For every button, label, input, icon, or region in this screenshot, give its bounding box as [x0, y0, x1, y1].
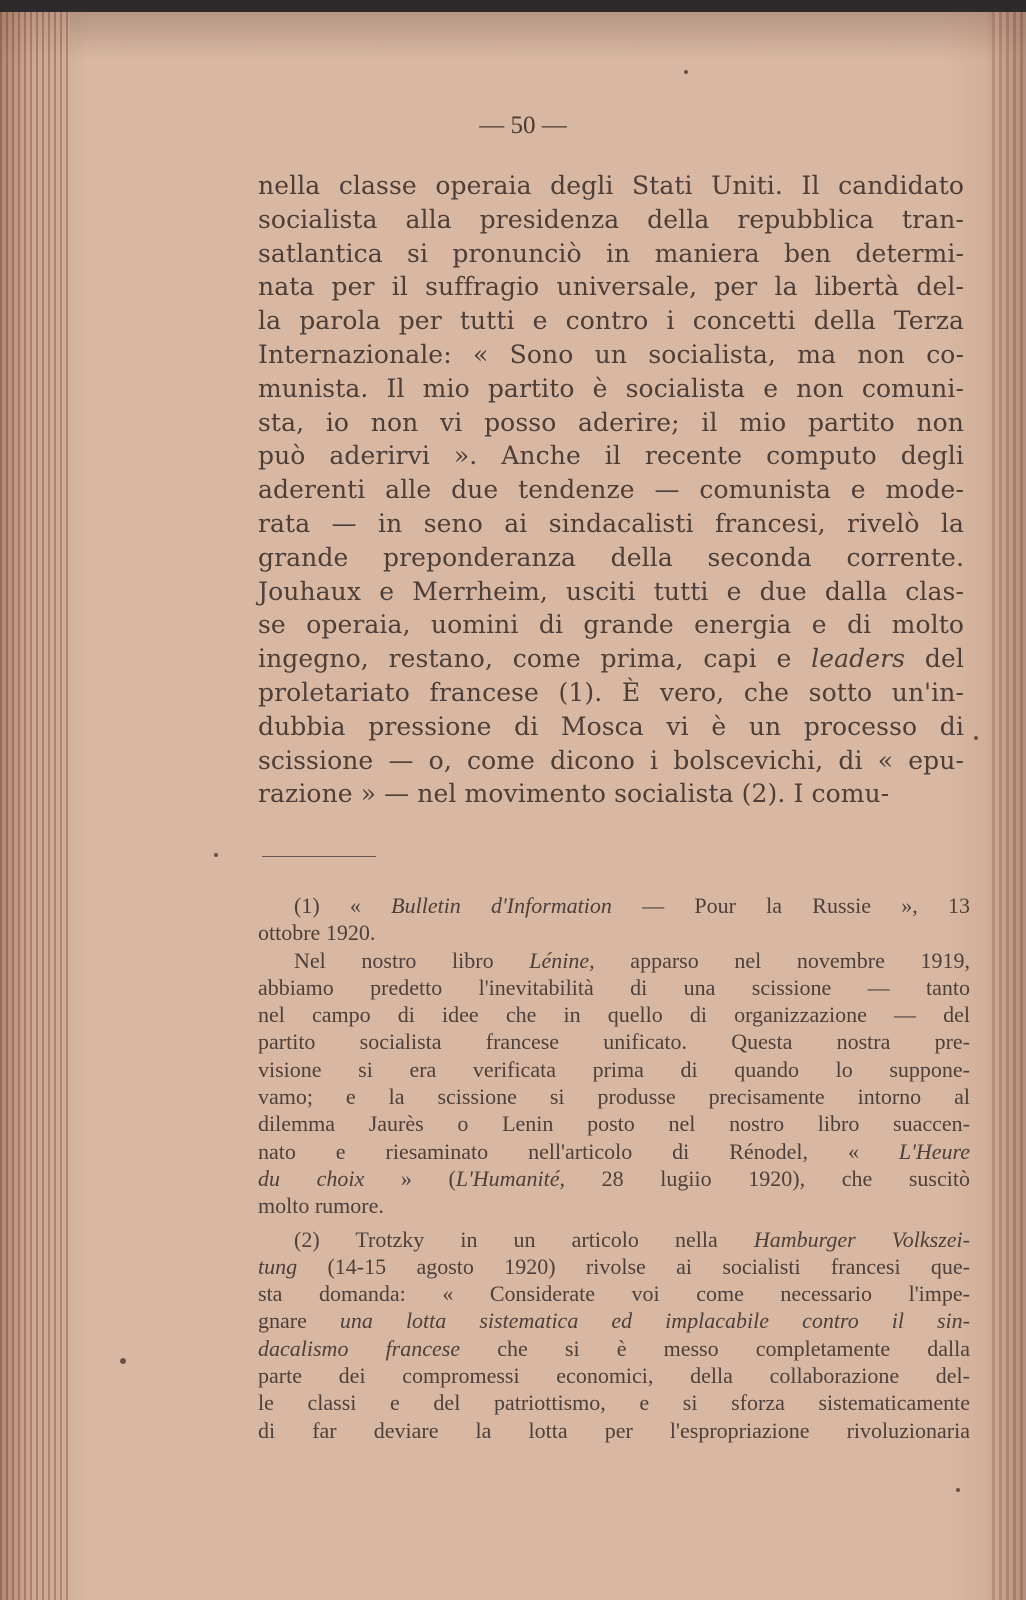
body-line: munista. Il mio partito è socialista e non comuni-	[258, 373, 964, 403]
footnote-2	[258, 1226, 970, 1444]
footnote-1	[258, 892, 970, 1220]
italic-title: L'Humanité,	[455, 1165, 566, 1191]
footnote-line: parte dei compromessi economici, della collaborazione del-	[258, 1363, 970, 1389]
body-line: Jouhaux e Merrheim, usciti tutti e due dalla clas-	[258, 576, 964, 606]
footnote-line	[258, 1226, 970, 1253]
footnote-line	[258, 1165, 970, 1192]
footnote-line: molto rumore.	[258, 1193, 384, 1219]
footnote-line: ottobre 1920.	[258, 920, 376, 946]
body-line: satlantica si pronunciò in maniera ben determi-	[258, 238, 964, 268]
text-segment: (1) «	[294, 893, 392, 918]
italic-word-leaders: leaders	[811, 644, 906, 674]
italic-title: du choix	[258, 1165, 365, 1191]
text-segment: Nel nostro libro	[294, 947, 530, 973]
body-line: scissione — o, come dicono i bolscevichi, di « epu-	[258, 745, 964, 775]
body-line: proletariato francese (1). È vero, che sotto un'in-	[258, 677, 964, 707]
text-segment: apparso nel novembre 1919,	[594, 947, 970, 973]
body-line: aderenti alle due tendenze — comunista e mode-	[258, 475, 964, 505]
footnote-line: sta domanda: « Considerate voi come necessario l'impe-	[258, 1281, 970, 1307]
footnote-line	[258, 1138, 970, 1165]
italic-title: L'Heure	[898, 1138, 970, 1164]
body-text-segment: ingegno, restano, come prima, capi e	[258, 644, 812, 674]
paper-spot	[214, 853, 218, 857]
body-line: se operaia, uomini di grande energia e di molto	[258, 610, 964, 640]
page-edges-right	[992, 12, 1026, 1600]
paper-spot	[974, 736, 978, 740]
text-segment: — Pour la Russie », 13	[611, 893, 970, 918]
paper-spot	[120, 1358, 126, 1364]
footnote-line: dilemma Jaurès o Lenin posto nel nostro libro suaccen-	[258, 1111, 970, 1137]
footnote-line: le classi e del patriottismo, e si sforza sistematicamente	[258, 1390, 970, 1416]
footnote-separator	[262, 856, 376, 857]
footnote-line: partito socialista francese unificato. Questa nostra pre-	[258, 1029, 970, 1055]
body-line: rata — in seno ai sindacalisti francesi, rivelò la	[258, 508, 964, 538]
footnote-line	[258, 1307, 970, 1334]
book-cover-edge	[0, 0, 1026, 12]
page-edges-left	[0, 12, 70, 1600]
body-line: dubbia pressione di Mosca vi è un processo di	[258, 711, 964, 741]
body-text-segment: del	[905, 644, 964, 674]
italic-title: Hamburger Volkszei-	[753, 1226, 970, 1252]
text-segment: nato e riesaminato nell'articolo di Rénodel, «	[258, 1138, 899, 1164]
body-text	[258, 169, 964, 811]
footnote-line: di far deviare la lotta per l'espropriazione rivoluzionaria	[258, 1417, 970, 1443]
body-line: socialista alla presidenza della repubblica tran-	[258, 204, 964, 234]
text-segment: (14-15 agosto 1920) rivolse ai socialisti francesi que-	[297, 1253, 970, 1279]
body-line: nella classe operaia degli Stati Uniti. Il candidato	[258, 171, 964, 200]
body-line: può aderirvi ». Anche il recente computo degli	[258, 441, 964, 471]
footnote-line: vamo; e la scissione si produsse precisamente intorno al	[258, 1084, 970, 1110]
body-line: sta, io non vi posso aderire; il mio partito non	[258, 407, 964, 437]
footnote-line	[258, 947, 970, 974]
italic-emphasis: una lotta sistematica ed implacabile contro il sin-	[339, 1308, 970, 1334]
footnote-line: visione si era verificata prima di quando lo supponе-	[258, 1056, 970, 1082]
italic-title: Lénine,	[529, 947, 595, 973]
footnotes	[258, 892, 970, 1444]
italic-title: tung	[258, 1253, 298, 1279]
footnote-line: nel campo di idee che in quello di organizzazione — del	[258, 1002, 970, 1028]
footnote-line	[258, 1335, 970, 1362]
footnote-line	[258, 892, 970, 919]
text-segment: 28 lugiio 1920), che suscitò	[565, 1165, 970, 1191]
footnote-line	[258, 1253, 970, 1280]
italic-emphasis: dacalismo francese	[258, 1335, 461, 1361]
page-number: — 50 —	[479, 112, 567, 139]
italic-title: Bulletin d'Information	[391, 893, 612, 918]
text-segment: che si è messo completamente dalla	[460, 1335, 971, 1361]
paper-spot	[684, 70, 688, 74]
body-line: grande preponderanza della seconda corrente.	[258, 542, 964, 572]
text-segment: (2) Trotzky in un articolo nella	[294, 1226, 754, 1252]
body-line: nata per il suffragio universale, per la libertà del-	[258, 272, 964, 302]
body-line-with-italic	[258, 642, 964, 676]
text-segment: gnare	[258, 1308, 340, 1334]
paper-spot	[956, 1488, 960, 1492]
footnote-line: abbiamo predetto l'inevitabilità di una scissione — tanto	[258, 974, 970, 1000]
body-line: razione » — nel movimento socialista (2). I comu-	[258, 779, 890, 809]
body-line: Internazionale: « Sono un socialista, ma non co-	[258, 339, 964, 369]
text-segment: » (	[364, 1165, 456, 1191]
body-line: la parola per tutti e contro i concetti della Terza	[258, 306, 964, 336]
